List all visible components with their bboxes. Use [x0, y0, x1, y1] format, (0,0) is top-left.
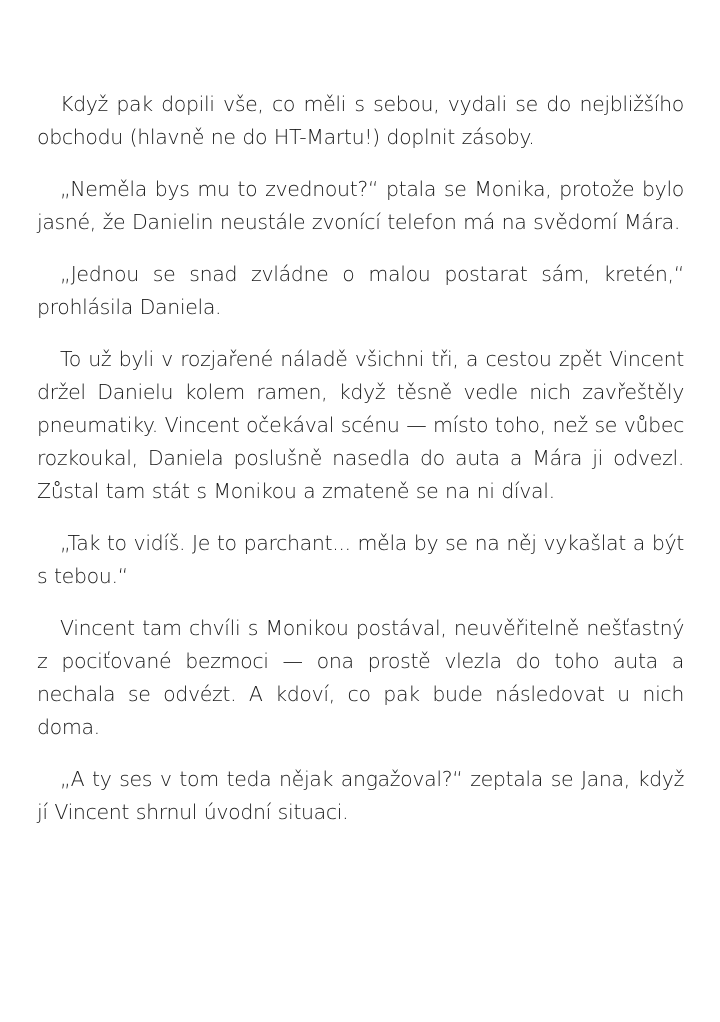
paragraph: „Tak to vidíš. Je to parchant... měla by se na něj vykašlat a být s tebou.“ [37, 531, 684, 588]
paragraph: „Jednou se snad zvládne o malou postarat sám, kretén,“ prohlásila Daniela. [37, 262, 684, 319]
paragraph: Když pak dopili vše, co měli s sebou, vydali se do nejbližšího obchodu (hlavně ne do HT-Martu!) doplnit zásoby. [37, 92, 684, 149]
paragraph: „Neměla bys mu to zvednout?“ ptala se Monika, protože bylo jasné, že Danielin neustále zvonící telefon má na svědomí Mára. [37, 177, 684, 234]
book-page [37, 88, 684, 848]
paragraph: „A ty ses v tom teda nějak angažoval?“ zeptala se Jana, když jí Vincent shrnul úvodní situaci. [37, 767, 684, 824]
paragraph: To už byli v rozjařené náladě všichni tři, a cestou zpět Vincent držel Danielu kolem ramen, když těsně vedle nich zavřeštěly pneumatiky. Vincent očekával scénu — místo toho, než se vůbec rozkoukal, Daniela poslušně nasedla do auta a Mára ji odvezl. Zůstal tam stát s Monikou a zmateně se na ni díval. [37, 347, 684, 503]
paragraph: Vincent tam chvíli s Monikou postával, neuvěřitelně nešťastný z pociťované bezmoci — ona prostě vlezla do toho auta a nechala se odvézt. A kdoví, co pak bude následovat u nich doma. [37, 616, 684, 739]
